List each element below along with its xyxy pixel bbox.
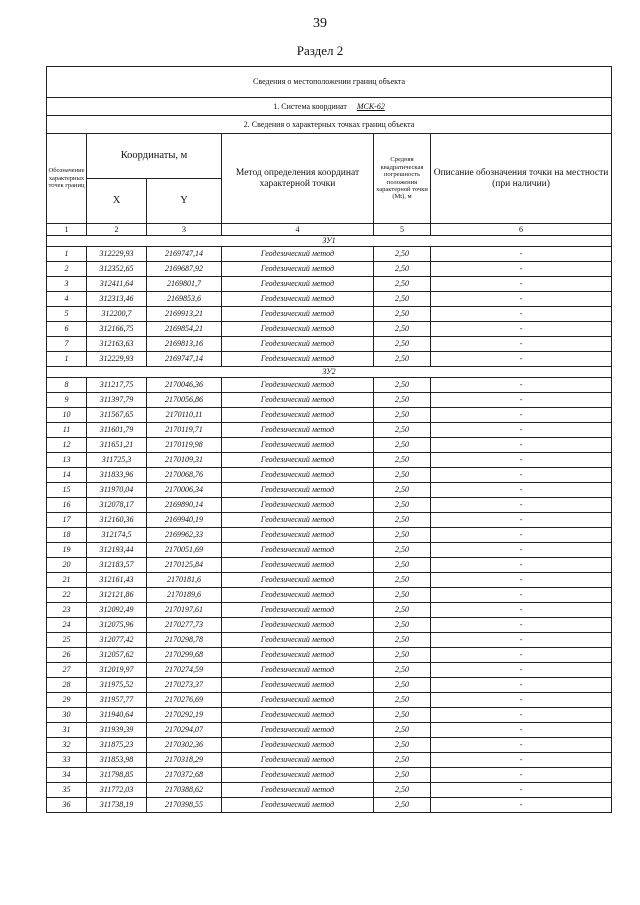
- coord-system-value: МСК-62: [356, 101, 385, 111]
- method-cell: Геодезический метод: [222, 783, 374, 798]
- x-coordinate-cell: 311738,19: [87, 798, 147, 813]
- method-cell: Геодезический метод: [222, 603, 374, 618]
- error-cell: 2,50: [374, 708, 431, 723]
- table-row: [47, 708, 612, 723]
- y-coordinate-cell: 2170372,68: [147, 768, 222, 783]
- description-cell: -: [431, 247, 612, 262]
- error-cell: 2,50: [374, 618, 431, 633]
- description-cell: -: [431, 292, 612, 307]
- description-cell: -: [431, 573, 612, 588]
- description-cell: -: [431, 603, 612, 618]
- point-number-cell: 14: [47, 468, 87, 483]
- point-number-cell: 19: [47, 543, 87, 558]
- point-number-cell: 29: [47, 693, 87, 708]
- point-number-cell: 10: [47, 408, 87, 423]
- error-cell: 2,50: [374, 408, 431, 423]
- y-coordinate-cell: 2170298,78: [147, 633, 222, 648]
- x-coordinate-cell: 311833,96: [87, 468, 147, 483]
- description-cell: -: [431, 648, 612, 663]
- method-cell: Геодезический метод: [222, 498, 374, 513]
- table-row: [47, 798, 612, 813]
- table-row: [47, 618, 612, 633]
- table-row: [47, 247, 612, 262]
- description-cell: -: [431, 498, 612, 513]
- error-cell: 2,50: [374, 588, 431, 603]
- point-number-cell: 2: [47, 262, 87, 277]
- x-coordinate-cell: 312193,44: [87, 543, 147, 558]
- error-cell: 2,50: [374, 543, 431, 558]
- y-coordinate-cell: 2169747,14: [147, 352, 222, 367]
- column-numbers-row: [47, 224, 612, 236]
- table-row: [47, 453, 612, 468]
- point-number-cell: 31: [47, 723, 87, 738]
- table-row: [47, 633, 612, 648]
- error-cell: 2,50: [374, 423, 431, 438]
- description-cell: -: [431, 798, 612, 813]
- x-coordinate-cell: 311975,52: [87, 678, 147, 693]
- y-coordinate-cell: 2170046,36: [147, 378, 222, 393]
- header-coordinates: Координаты, м: [87, 134, 222, 179]
- y-coordinate-cell: 2170181,6: [147, 573, 222, 588]
- y-coordinate-cell: 2170110,11: [147, 408, 222, 423]
- point-number-cell: 23: [47, 603, 87, 618]
- method-cell: Геодезический метод: [222, 723, 374, 738]
- method-cell: Геодезический метод: [222, 663, 374, 678]
- method-cell: Геодезический метод: [222, 483, 374, 498]
- y-coordinate-cell: 2169813,16: [147, 337, 222, 352]
- point-number-cell: 27: [47, 663, 87, 678]
- x-coordinate-cell: 311970,04: [87, 483, 147, 498]
- point-number-cell: 20: [47, 558, 87, 573]
- y-coordinate-cell: 2170006,34: [147, 483, 222, 498]
- group-row: [47, 367, 612, 378]
- method-cell: Геодезический метод: [222, 678, 374, 693]
- description-cell: -: [431, 543, 612, 558]
- y-coordinate-cell: 2170318,29: [147, 753, 222, 768]
- description-cell: -: [431, 378, 612, 393]
- point-number-cell: 30: [47, 708, 87, 723]
- point-number-cell: 17: [47, 513, 87, 528]
- error-cell: 2,50: [374, 483, 431, 498]
- table-row: [47, 423, 612, 438]
- error-cell: 2,50: [374, 378, 431, 393]
- y-coordinate-cell: 2169854,21: [147, 322, 222, 337]
- table-row: [47, 693, 612, 708]
- method-cell: Геодезический метод: [222, 438, 374, 453]
- description-cell: -: [431, 663, 612, 678]
- description-cell: -: [431, 513, 612, 528]
- y-coordinate-cell: 2170119,71: [147, 423, 222, 438]
- point-number-cell: 16: [47, 498, 87, 513]
- table-row: [47, 393, 612, 408]
- y-coordinate-cell: 2170299,68: [147, 648, 222, 663]
- y-coordinate-cell: 2170277,73: [147, 618, 222, 633]
- y-coordinate-cell: 2169913,21: [147, 307, 222, 322]
- method-cell: Геодезический метод: [222, 468, 374, 483]
- y-coordinate-cell: 2170189,6: [147, 588, 222, 603]
- description-cell: -: [431, 723, 612, 738]
- method-cell: Геодезический метод: [222, 352, 374, 367]
- method-cell: Геодезический метод: [222, 558, 374, 573]
- x-coordinate-cell: 311725,3: [87, 453, 147, 468]
- x-coordinate-cell: 312166,75: [87, 322, 147, 337]
- table-row: [47, 588, 612, 603]
- x-coordinate-cell: 311853,98: [87, 753, 147, 768]
- description-cell: -: [431, 408, 612, 423]
- table-row: [47, 262, 612, 277]
- y-coordinate-cell: 2170294,07: [147, 723, 222, 738]
- description-cell: -: [431, 438, 612, 453]
- table-row: [47, 322, 612, 337]
- table-row: [47, 558, 612, 573]
- method-cell: Геодезический метод: [222, 618, 374, 633]
- header-error: Средняя квадратическая погрешность положения характерной точки (Mt), м: [374, 134, 431, 224]
- method-cell: Геодезический метод: [222, 633, 374, 648]
- x-coordinate-cell: 312183,57: [87, 558, 147, 573]
- error-cell: 2,50: [374, 262, 431, 277]
- group-label: ЗУ2: [47, 367, 612, 378]
- method-cell: Геодезический метод: [222, 322, 374, 337]
- description-cell: -: [431, 783, 612, 798]
- point-number-cell: 9: [47, 393, 87, 408]
- point-number-cell: 36: [47, 798, 87, 813]
- table-row: [47, 352, 612, 367]
- table-row: [47, 738, 612, 753]
- error-cell: 2,50: [374, 528, 431, 543]
- error-cell: 2,50: [374, 798, 431, 813]
- point-number-cell: 1: [47, 352, 87, 367]
- description-cell: -: [431, 708, 612, 723]
- error-cell: 2,50: [374, 648, 431, 663]
- point-number-cell: 24: [47, 618, 87, 633]
- group-label: ЗУ1: [47, 236, 612, 247]
- x-coordinate-cell: 312163,63: [87, 337, 147, 352]
- table-row: [47, 723, 612, 738]
- table-row: [47, 468, 612, 483]
- x-coordinate-cell: 311798,85: [87, 768, 147, 783]
- col-number: 1: [47, 224, 87, 236]
- y-coordinate-cell: 2169801,7: [147, 277, 222, 292]
- error-cell: 2,50: [374, 352, 431, 367]
- x-coordinate-cell: 312200,7: [87, 307, 147, 322]
- point-number-cell: 15: [47, 483, 87, 498]
- method-cell: Геодезический метод: [222, 528, 374, 543]
- method-cell: Геодезический метод: [222, 277, 374, 292]
- page-number: 39: [313, 16, 327, 31]
- table-row: [47, 753, 612, 768]
- table-title-row: [47, 67, 612, 98]
- point-number-cell: 28: [47, 678, 87, 693]
- x-coordinate-cell: 311957,77: [87, 693, 147, 708]
- x-coordinate-cell: 311940,64: [87, 708, 147, 723]
- x-coordinate-cell: 311875,23: [87, 738, 147, 753]
- method-cell: Геодезический метод: [222, 708, 374, 723]
- method-cell: Геодезический метод: [222, 738, 374, 753]
- description-cell: -: [431, 423, 612, 438]
- method-cell: Геодезический метод: [222, 648, 374, 663]
- description-cell: -: [431, 738, 612, 753]
- x-coordinate-cell: 312092,49: [87, 603, 147, 618]
- method-cell: Геодезический метод: [222, 513, 374, 528]
- method-cell: Геодезический метод: [222, 573, 374, 588]
- description-cell: -: [431, 753, 612, 768]
- table-row: [47, 603, 612, 618]
- error-cell: 2,50: [374, 663, 431, 678]
- x-coordinate-cell: 311939,39: [87, 723, 147, 738]
- x-coordinate-cell: 312160,36: [87, 513, 147, 528]
- point-number-cell: 6: [47, 322, 87, 337]
- table-row: [47, 768, 612, 783]
- group-row: [47, 236, 612, 247]
- method-cell: Геодезический метод: [222, 262, 374, 277]
- description-cell: -: [431, 633, 612, 648]
- points-info-label: 2. Сведения о характерных точках границ объекта: [47, 116, 612, 134]
- y-coordinate-cell: 2169747,14: [147, 247, 222, 262]
- point-number-cell: 22: [47, 588, 87, 603]
- header-method: Метод определения координат характерной точки: [222, 134, 374, 224]
- error-cell: 2,50: [374, 768, 431, 783]
- x-coordinate-cell: 311601,79: [87, 423, 147, 438]
- y-coordinate-cell: 2170388,62: [147, 783, 222, 798]
- point-number-cell: 3: [47, 277, 87, 292]
- x-coordinate-cell: 312229,93: [87, 352, 147, 367]
- method-cell: Геодезический метод: [222, 543, 374, 558]
- method-cell: Геодезический метод: [222, 337, 374, 352]
- x-coordinate-cell: 311567,65: [87, 408, 147, 423]
- point-number-cell: 35: [47, 783, 87, 798]
- col-number: 6: [431, 224, 612, 236]
- table-row: [47, 528, 612, 543]
- y-coordinate-cell: 2170197,61: [147, 603, 222, 618]
- description-cell: -: [431, 307, 612, 322]
- point-number-cell: 5: [47, 307, 87, 322]
- table-row: [47, 378, 612, 393]
- y-coordinate-cell: 2170398,55: [147, 798, 222, 813]
- x-coordinate-cell: 311217,75: [87, 378, 147, 393]
- table-row: [47, 277, 612, 292]
- x-coordinate-cell: 311772,03: [87, 783, 147, 798]
- y-coordinate-cell: 2170109,31: [147, 453, 222, 468]
- point-number-cell: 32: [47, 738, 87, 753]
- col-number: 2: [87, 224, 147, 236]
- table-row: [47, 307, 612, 322]
- error-cell: 2,50: [374, 573, 431, 588]
- x-coordinate-cell: 312174,5: [87, 528, 147, 543]
- method-cell: Геодезический метод: [222, 753, 374, 768]
- point-number-cell: 33: [47, 753, 87, 768]
- point-number-cell: 25: [47, 633, 87, 648]
- col-number: 5: [374, 224, 431, 236]
- col-number: 3: [147, 224, 222, 236]
- method-cell: Геодезический метод: [222, 423, 374, 438]
- y-coordinate-cell: 2170119,98: [147, 438, 222, 453]
- table-row: [47, 337, 612, 352]
- y-coordinate-cell: 2170302,36: [147, 738, 222, 753]
- coord-system-cell: [47, 98, 612, 116]
- y-coordinate-cell: 2169962,33: [147, 528, 222, 543]
- points-info-row: [47, 116, 612, 134]
- y-coordinate-cell: 2170274,59: [147, 663, 222, 678]
- description-cell: -: [431, 393, 612, 408]
- description-cell: -: [431, 483, 612, 498]
- error-cell: 2,50: [374, 393, 431, 408]
- point-number-cell: 1: [47, 247, 87, 262]
- table-row: [47, 408, 612, 423]
- error-cell: 2,50: [374, 678, 431, 693]
- x-coordinate-cell: 311651,21: [87, 438, 147, 453]
- method-cell: Геодезический метод: [222, 247, 374, 262]
- point-number-cell: 4: [47, 292, 87, 307]
- x-coordinate-cell: 312075,96: [87, 618, 147, 633]
- error-cell: 2,50: [374, 307, 431, 322]
- method-cell: Геодезический метод: [222, 693, 374, 708]
- y-coordinate-cell: 2170292,19: [147, 708, 222, 723]
- section-title: Раздел 2: [296, 43, 344, 58]
- header-y: Y: [147, 179, 222, 224]
- error-cell: 2,50: [374, 322, 431, 337]
- point-number-cell: 34: [47, 768, 87, 783]
- error-cell: 2,50: [374, 633, 431, 648]
- table-row: [47, 648, 612, 663]
- y-coordinate-cell: 2170068,76: [147, 468, 222, 483]
- error-cell: 2,50: [374, 783, 431, 798]
- table-row: [47, 783, 612, 798]
- table-row: [47, 498, 612, 513]
- error-cell: 2,50: [374, 453, 431, 468]
- error-cell: 2,50: [374, 277, 431, 292]
- error-cell: 2,50: [374, 513, 431, 528]
- table-row: [47, 678, 612, 693]
- point-number-cell: 8: [47, 378, 87, 393]
- description-cell: -: [431, 468, 612, 483]
- table-row: [47, 573, 612, 588]
- error-cell: 2,50: [374, 603, 431, 618]
- y-coordinate-cell: 2170056,86: [147, 393, 222, 408]
- header-row-1: [47, 134, 612, 179]
- error-cell: 2,50: [374, 693, 431, 708]
- table-row: [47, 543, 612, 558]
- y-coordinate-cell: 2170276,69: [147, 693, 222, 708]
- y-coordinate-cell: 2169940,19: [147, 513, 222, 528]
- boundary-points-table: [46, 66, 612, 813]
- method-cell: Геодезический метод: [222, 768, 374, 783]
- method-cell: Геодезический метод: [222, 393, 374, 408]
- point-number-cell: 12: [47, 438, 87, 453]
- x-coordinate-cell: 312313,46: [87, 292, 147, 307]
- error-cell: 2,50: [374, 558, 431, 573]
- method-cell: Геодезический метод: [222, 408, 374, 423]
- y-coordinate-cell: 2170125,84: [147, 558, 222, 573]
- x-coordinate-cell: 312229,93: [87, 247, 147, 262]
- y-coordinate-cell: 2170051,69: [147, 543, 222, 558]
- x-coordinate-cell: 312411,64: [87, 277, 147, 292]
- description-cell: -: [431, 618, 612, 633]
- y-coordinate-cell: 2170273,37: [147, 678, 222, 693]
- method-cell: Геодезический метод: [222, 453, 374, 468]
- table-row: [47, 483, 612, 498]
- table-title: Сведения о местоположении границ объекта: [47, 67, 612, 98]
- description-cell: -: [431, 322, 612, 337]
- point-number-cell: 21: [47, 573, 87, 588]
- point-number-cell: 26: [47, 648, 87, 663]
- description-cell: -: [431, 277, 612, 292]
- description-cell: -: [431, 528, 612, 543]
- header-point-designation: Обозначение характерных точек границ: [47, 134, 87, 224]
- description-cell: -: [431, 678, 612, 693]
- method-cell: Геодезический метод: [222, 588, 374, 603]
- error-cell: 2,50: [374, 723, 431, 738]
- description-cell: -: [431, 558, 612, 573]
- error-cell: 2,50: [374, 337, 431, 352]
- error-cell: 2,50: [374, 468, 431, 483]
- x-coordinate-cell: 311397,79: [87, 393, 147, 408]
- point-number-cell: 11: [47, 423, 87, 438]
- description-cell: -: [431, 693, 612, 708]
- x-coordinate-cell: 312352,65: [87, 262, 147, 277]
- coord-system-label: 1. Система координат: [273, 101, 347, 111]
- error-cell: 2,50: [374, 292, 431, 307]
- method-cell: Геодезический метод: [222, 307, 374, 322]
- point-number-cell: 13: [47, 453, 87, 468]
- y-coordinate-cell: 2169853,6: [147, 292, 222, 307]
- method-cell: Геодезический метод: [222, 798, 374, 813]
- description-cell: -: [431, 337, 612, 352]
- x-coordinate-cell: 312161,43: [87, 573, 147, 588]
- error-cell: 2,50: [374, 753, 431, 768]
- error-cell: 2,50: [374, 738, 431, 753]
- x-coordinate-cell: 312057,62: [87, 648, 147, 663]
- header-x: X: [87, 179, 147, 224]
- description-cell: -: [431, 768, 612, 783]
- table-row: [47, 513, 612, 528]
- x-coordinate-cell: 312077,42: [87, 633, 147, 648]
- point-number-cell: 18: [47, 528, 87, 543]
- y-coordinate-cell: 2169687,92: [147, 262, 222, 277]
- point-number-cell: 7: [47, 337, 87, 352]
- description-cell: -: [431, 352, 612, 367]
- description-cell: -: [431, 588, 612, 603]
- header-description: Описание обозначения точки на местности (при наличии): [431, 134, 612, 224]
- description-cell: -: [431, 262, 612, 277]
- error-cell: 2,50: [374, 247, 431, 262]
- description-cell: -: [431, 453, 612, 468]
- error-cell: 2,50: [374, 498, 431, 513]
- table-row: [47, 292, 612, 307]
- method-cell: Геодезический метод: [222, 378, 374, 393]
- table-row: [47, 438, 612, 453]
- table-row: [47, 663, 612, 678]
- method-cell: Геодезический метод: [222, 292, 374, 307]
- error-cell: 2,50: [374, 438, 431, 453]
- x-coordinate-cell: 312121,86: [87, 588, 147, 603]
- x-coordinate-cell: 312078,17: [87, 498, 147, 513]
- x-coordinate-cell: 312019,97: [87, 663, 147, 678]
- coord-system-row: [47, 98, 612, 116]
- y-coordinate-cell: 2169890,14: [147, 498, 222, 513]
- col-number: 4: [222, 224, 374, 236]
